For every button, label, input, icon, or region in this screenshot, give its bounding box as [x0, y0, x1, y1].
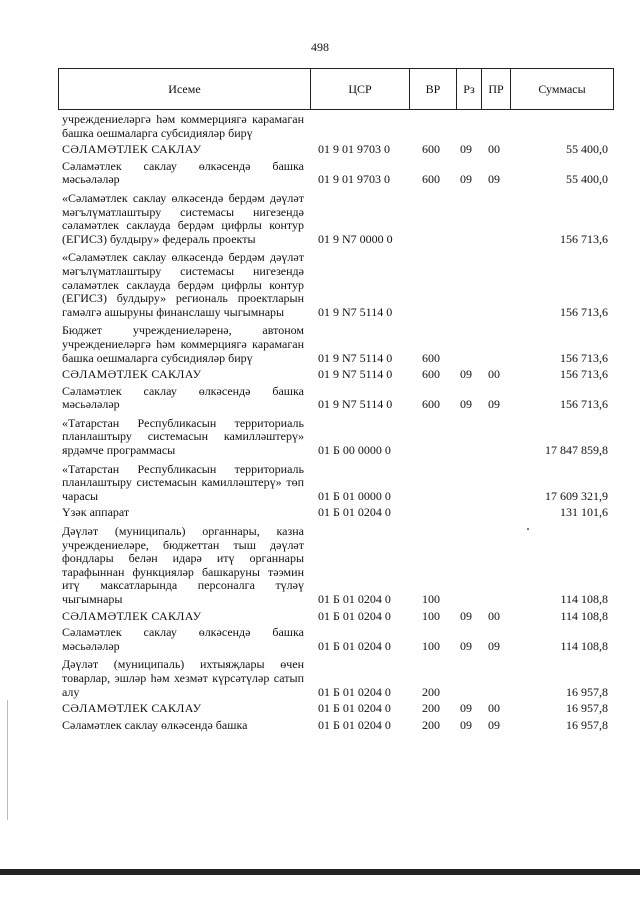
- table-header: [58, 68, 614, 110]
- table-row: [0, 463, 640, 504]
- header-pr: ПР: [481, 69, 510, 109]
- row-name: «Сәламәтлек саклау өлкәсендә бердәм дәүләт мәгълүматлаштыру системасы нигезендә сәламәтлек саклауда бердәм цифрлы контур (ЕГИСЗ) булдыру» федераль проекты: [62, 190, 304, 246]
- row-sum: 156 713,6: [560, 304, 608, 319]
- row-name: Сәламәтлек саклау өлкәсендә башка мәсьәләләр: [62, 625, 304, 653]
- row-sum: 16 957,8: [566, 717, 608, 732]
- row-name: Дәүләт (муниципаль) органнары, казна учреждениеләре, бюджеттан тыш дәүләт фондлары белән идарә итү органнары тарафыннан функцияләр башкаруны тәэмин итү максатларында персоналга түләү чыгымнары: [62, 524, 304, 606]
- row-sum: 17 847 859,8: [545, 443, 608, 458]
- row-name: СӘЛАМӘТЛЕК САКЛАУ: [62, 142, 202, 157]
- page-number: 498: [311, 40, 329, 54]
- row-vr: 200: [422, 684, 440, 699]
- table-row: [0, 113, 640, 140]
- row-sum: 114 108,8: [560, 592, 608, 606]
- table-row: [0, 506, 640, 520]
- row-name: Дәүләт (муниципаль) ихтыяҗлары өчен товарлар, эшләр һәм хезмәт күрсәтүләр сатып алу: [62, 657, 304, 699]
- table-row: [0, 719, 640, 733]
- row-csr: 01 9 N7 5114 0: [318, 367, 393, 382]
- table-row: [0, 143, 640, 157]
- row-vr: 100: [422, 608, 440, 623]
- row-rz: 09: [460, 367, 472, 382]
- budget-table: [0, 113, 640, 732]
- row-name: Үзәк аппарат: [62, 505, 130, 520]
- row-sum: 16 957,8: [566, 684, 608, 699]
- table-row: [0, 417, 640, 458]
- row-csr: 01 Б 01 0204 0: [318, 701, 391, 716]
- table-row: [0, 160, 640, 187]
- row-vr: 100: [422, 592, 440, 606]
- row-pr: 09: [488, 717, 500, 732]
- row-csr: 01 Б 01 0204 0: [318, 505, 391, 520]
- table-row: [0, 324, 640, 365]
- header-sum: Суммасы: [510, 69, 613, 109]
- row-vr: 600: [422, 142, 440, 157]
- row-csr: 01 9 N7 5114 0: [318, 397, 393, 412]
- row-sum: 156 713,6: [560, 397, 608, 412]
- row-csr: 01 9 01 9703 0: [318, 172, 390, 187]
- row-name: Сәламәтлек саклау өлкәсендә башка мәсьәләләр: [62, 158, 304, 187]
- table-row: [0, 610, 640, 624]
- row-sum: 156 713,6: [560, 350, 608, 365]
- row-pr: 09: [488, 638, 500, 653]
- table-row: [0, 192, 640, 246]
- row-name: «Татарстан Республикасын территориаль планлаштыру системасын камилләштерү» ярдәмче программасы: [62, 415, 304, 458]
- header-name: Исеме: [168, 82, 201, 96]
- scan-margin-mark: [7, 700, 8, 820]
- scan-bottom-edge: [0, 869, 640, 875]
- row-vr: 600: [422, 350, 440, 365]
- row-rz: 09: [460, 701, 472, 716]
- table-row: [0, 702, 640, 716]
- row-csr: 01 Б 01 0204 0: [318, 684, 391, 699]
- row-csr: 01 9 N7 5114 0: [318, 350, 393, 365]
- scan-speck: [527, 528, 529, 530]
- row-name: СӘЛАМӘТЛЕК САКЛАУ: [62, 701, 202, 716]
- row-pr: 00: [488, 701, 500, 716]
- row-csr: 01 Б 01 0204 0: [318, 608, 391, 623]
- row-csr: 01 Б 01 0204 0: [318, 638, 391, 653]
- row-sum: 156 713,6: [560, 231, 608, 246]
- header-csr: ЦСР: [310, 69, 409, 109]
- row-sum: 114 108,8: [560, 608, 608, 623]
- row-rz: 09: [460, 397, 472, 412]
- row-pr: 09: [488, 172, 500, 187]
- row-rz: 09: [460, 142, 472, 157]
- row-csr: 01 9 N7 0000 0: [318, 231, 393, 246]
- row-name: «Татарстан Республикасын территориаль планлаштыру системасын камилләштерү» төп чарасы: [62, 461, 304, 503]
- row-name: Сәламәтлек саклау өлкәсендә башка: [62, 717, 248, 732]
- row-pr: 00: [488, 142, 500, 157]
- row-pr: 09: [488, 397, 500, 412]
- row-sum: 17 609 321,9: [545, 488, 608, 503]
- row-vr: 600: [422, 367, 440, 382]
- row-name: Сәламәтлек саклау өлкәсендә башка мәсьәләләр: [62, 383, 304, 412]
- row-sum: 131 101,6: [560, 505, 608, 520]
- row-rz: 09: [460, 608, 472, 623]
- header-vr: ВР: [409, 69, 456, 109]
- row-name: «Сәламәтлек саклау өлкәсендә бердәм дәүләт мәгълүматлаштыру системасы нигезендә сәламәтлек саклауда бердәм цифрлы контур (ЕГИСЗ) булдыру» региональ проектларын гамәлгә ашыруны финанслашу чыгымнары: [62, 250, 304, 319]
- row-vr: 600: [422, 172, 440, 187]
- row-pr: 00: [488, 367, 500, 382]
- table-row: [0, 368, 640, 382]
- row-rz: 09: [460, 172, 472, 187]
- row-name: СӘЛАМӘТЛЕК САКЛАУ: [62, 608, 202, 623]
- row-sum: 55 400,0: [566, 172, 608, 187]
- row-csr: 01 Б 01 0000 0: [318, 488, 391, 503]
- table-row: [0, 525, 640, 607]
- row-vr: 600: [422, 397, 440, 412]
- header-rz: Рз: [456, 69, 481, 109]
- row-csr: 01 Б 01 0204 0: [318, 592, 391, 606]
- row-rz: 09: [460, 638, 472, 653]
- row-vr: 200: [422, 701, 440, 716]
- table-row: [0, 251, 640, 319]
- row-rz: 09: [460, 717, 472, 732]
- row-name: Бюджет учреждениеләренә, автоном учреждениеләргә һәм коммерциягә карамаган башка оешмаларга субсидияләр бирү: [62, 323, 304, 365]
- table-row: [0, 658, 640, 699]
- row-csr: 01 Б 00 0000 0: [318, 443, 391, 458]
- row-csr: 01 9 N7 5114 0: [318, 304, 393, 319]
- table-row: [0, 626, 640, 653]
- row-vr: 100: [422, 638, 440, 653]
- row-csr: 01 Б 01 0204 0: [318, 717, 391, 732]
- row-csr: 01 9 01 9703 0: [318, 142, 390, 157]
- row-name: СӘЛАМӘТЛЕК САКЛАУ: [62, 367, 202, 382]
- table-row: [0, 385, 640, 412]
- row-name: учреждениеләргә һәм коммерциягә карамаган башка оешмаларга субсидияләр бирү: [62, 112, 304, 140]
- row-sum: 55 400,0: [566, 142, 608, 157]
- row-sum: 16 957,8: [566, 701, 608, 716]
- row-pr: 00: [488, 608, 500, 623]
- row-sum: 156 713,6: [560, 367, 608, 382]
- row-sum: 114 108,8: [560, 638, 608, 653]
- row-vr: 200: [422, 717, 440, 732]
